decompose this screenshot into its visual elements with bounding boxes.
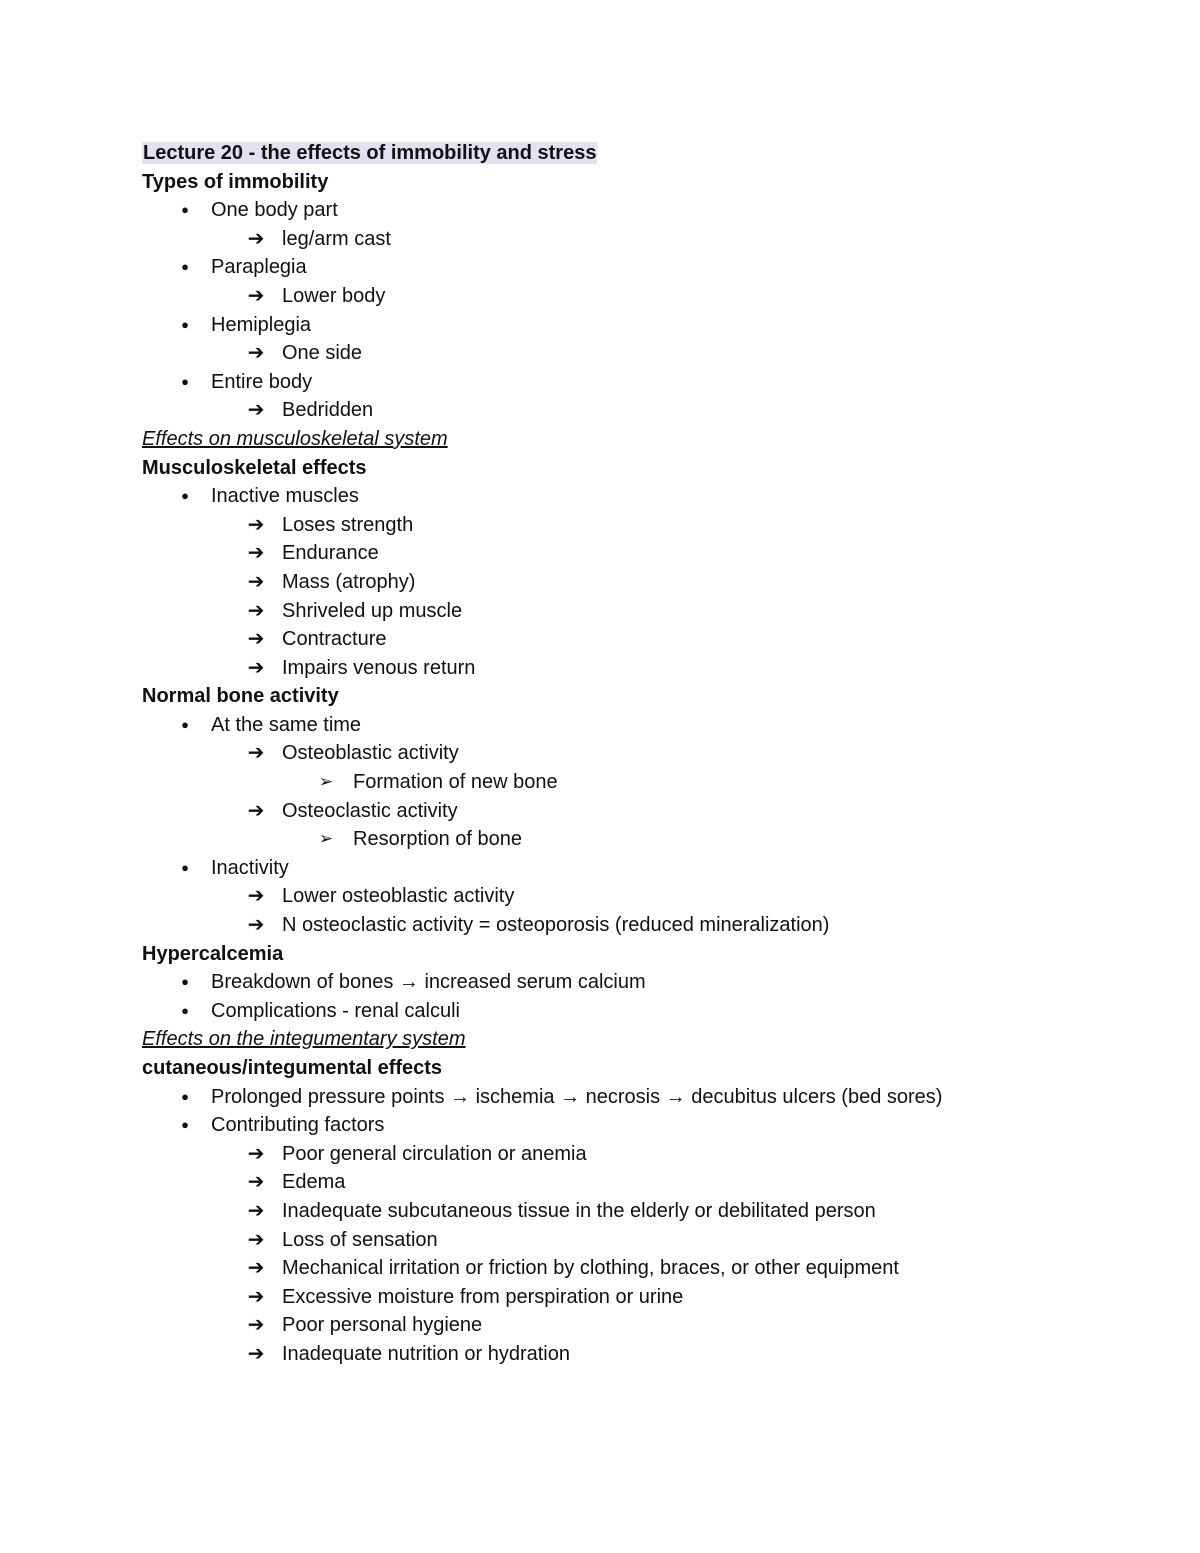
arrowhead-right-icon: ➢	[318, 772, 334, 792]
line-text: leg/arm cast	[282, 227, 391, 250]
arrow-right-icon: ➔	[247, 570, 265, 593]
arrowhead-right-icon: ➢	[318, 829, 334, 849]
bullet-dot-icon: ●	[181, 1117, 189, 1133]
arrow-right-icon: ➔	[247, 914, 265, 937]
line-text: One body part	[211, 199, 338, 222]
list-item-level-1	[142, 711, 1142, 740]
arrow-right-icon: ➔	[247, 399, 265, 422]
arrow-right-icon: ➔	[247, 1257, 265, 1280]
line-text: Resorption of bone	[353, 828, 523, 851]
list-item-level-1	[142, 368, 1142, 397]
list-item-level-2	[142, 511, 1142, 540]
line-text: Effects on the integumentary system	[142, 1028, 466, 1051]
line-text: Bedridden	[282, 399, 374, 422]
section-heading	[142, 682, 1142, 711]
arrow-right-icon: ➔	[247, 1228, 265, 1251]
list-item-level-2	[142, 339, 1142, 368]
line-text: One side	[282, 342, 363, 365]
list-item-level-2	[142, 1283, 1142, 1312]
bullet-dot-icon: ●	[181, 373, 189, 389]
line-text: Normal bone activity	[142, 685, 339, 708]
list-item-level-2	[142, 282, 1142, 311]
line-text: Shriveled up muscle	[282, 599, 463, 622]
list-item-level-2	[142, 1168, 1142, 1197]
arrow-right-icon: ➔	[247, 599, 265, 622]
line-text: Breakdown of bones → increased serum calcium	[211, 971, 646, 994]
arrow-right-icon: ➔	[247, 1142, 265, 1165]
line-text: Prolonged pressure points → ischemia → necrosis → decubitus ulcers (bed sores)	[211, 1085, 943, 1108]
line-text: Contributing factors	[211, 1114, 385, 1137]
section-heading	[142, 940, 1142, 969]
list-item-level-2	[142, 1140, 1142, 1169]
bullet-dot-icon: ●	[181, 202, 189, 218]
list-item-level-1	[142, 854, 1142, 883]
list-item-level-2	[142, 396, 1142, 425]
bullet-dot-icon: ●	[181, 316, 189, 332]
list-item-level-1	[142, 311, 1142, 340]
line-text: Loses strength	[282, 513, 414, 536]
list-item-level-1	[142, 997, 1142, 1026]
list-item-level-1	[142, 1111, 1142, 1140]
document-title-line	[142, 139, 1142, 168]
document-body	[142, 139, 1142, 1369]
list-item-level-2	[142, 625, 1142, 654]
line-text: Impairs venous return	[282, 656, 476, 679]
list-item-level-1	[142, 482, 1142, 511]
bullet-dot-icon: ●	[181, 259, 189, 275]
list-item-level-2	[142, 1311, 1142, 1340]
bullet-dot-icon: ●	[181, 1002, 189, 1018]
line-text: Inadequate nutrition or hydration	[282, 1342, 570, 1365]
list-item-level-2	[142, 225, 1142, 254]
arrow-right-icon: ➔	[247, 656, 265, 679]
arrow-right-icon: ➔	[247, 513, 265, 536]
list-item-level-2	[142, 797, 1142, 826]
arrow-right-icon: ➔	[247, 542, 265, 565]
line-text: Inactivity	[211, 856, 289, 879]
arrow-right-icon: ➔	[247, 885, 265, 908]
line-text: N osteoclastic activity = osteoporosis (reduced mineralization)	[282, 914, 830, 937]
arrow-right-icon: ➔	[247, 227, 265, 250]
line-text: Lower body	[282, 284, 386, 307]
list-item-level-2	[142, 1340, 1142, 1369]
list-item-level-2	[142, 539, 1142, 568]
bullet-dot-icon: ●	[181, 716, 189, 732]
list-item-level-2	[142, 568, 1142, 597]
line-text: Osteoclastic activity	[282, 799, 458, 822]
line-text: Formation of new bone	[353, 771, 558, 794]
list-item-level-2	[142, 1226, 1142, 1255]
list-item-level-2	[142, 911, 1142, 940]
arrow-right-icon: ➔	[247, 1171, 265, 1194]
section-title	[142, 425, 1142, 454]
arrow-right-icon: ➔	[247, 628, 265, 651]
line-text: Paraplegia	[211, 256, 307, 279]
outline-list	[142, 168, 1142, 1369]
line-text: Hypercalcemia	[142, 942, 284, 965]
section-heading	[142, 168, 1142, 197]
section-title	[142, 1025, 1142, 1054]
arrow-right-icon: ➔	[247, 1285, 265, 1308]
line-text: Osteoblastic activity	[282, 742, 459, 765]
line-text: Mass (atrophy)	[282, 570, 416, 593]
arrow-right-icon: ➔	[247, 1199, 265, 1222]
arrow-right-icon: ➔	[247, 1342, 265, 1365]
list-item-level-1	[142, 968, 1142, 997]
line-text: Endurance	[282, 542, 379, 565]
section-heading	[142, 1054, 1142, 1083]
bullet-dot-icon: ●	[181, 488, 189, 504]
arrow-right-icon: ➔	[247, 799, 265, 822]
line-text: Complications - renal calculi	[211, 999, 460, 1022]
line-text: Effects on musculoskeletal system	[142, 427, 448, 450]
list-item-level-2	[142, 739, 1142, 768]
arrow-right-icon: ➔	[247, 742, 265, 765]
line-text: Inadequate subcutaneous tissue in the elderly or debilitated person	[282, 1199, 876, 1222]
line-text: Inactive muscles	[211, 485, 359, 508]
arrow-right-icon: ➔	[247, 284, 265, 307]
list-item-level-2	[142, 597, 1142, 626]
list-item-level-2	[142, 654, 1142, 683]
line-text: Edema	[282, 1171, 346, 1194]
line-text: cutaneous/integumental effects	[142, 1057, 443, 1079]
document-title: Lecture 20 - the effects of immobility and stress	[143, 142, 597, 164]
line-text: Poor general circulation or anemia	[282, 1142, 587, 1165]
line-text: At the same time	[211, 713, 362, 736]
line-text: Hemiplegia	[211, 313, 312, 336]
list-item-level-2	[142, 1254, 1142, 1283]
arrow-right-icon: ➔	[247, 342, 265, 365]
bullet-dot-icon: ●	[181, 1088, 189, 1104]
line-text: Poor personal hygiene	[282, 1314, 483, 1337]
list-item-level-3	[142, 825, 1142, 854]
list-item-level-1	[142, 253, 1142, 282]
line-text: Contracture	[282, 628, 387, 651]
bullet-dot-icon: ●	[181, 974, 189, 990]
line-text: Types of immobility	[142, 170, 329, 193]
line-text: Musculoskeletal effects	[142, 456, 367, 479]
line-text: Excessive moisture from perspiration or urine	[282, 1285, 684, 1308]
bullet-dot-icon: ●	[181, 859, 189, 875]
list-item-level-1	[142, 196, 1142, 225]
list-item-level-2	[142, 1197, 1142, 1226]
line-text: Mechanical irritation or friction by clothing, braces, or other equipment	[282, 1257, 899, 1280]
section-heading	[142, 454, 1142, 483]
list-item-level-1	[142, 1083, 1142, 1112]
arrow-right-icon: ➔	[247, 1314, 265, 1337]
line-text: Loss of sensation	[282, 1228, 438, 1251]
line-text: Lower osteoblastic activity	[282, 885, 515, 908]
line-text: Entire body	[211, 370, 313, 393]
list-item-level-2	[142, 882, 1142, 911]
list-item-level-3	[142, 768, 1142, 797]
